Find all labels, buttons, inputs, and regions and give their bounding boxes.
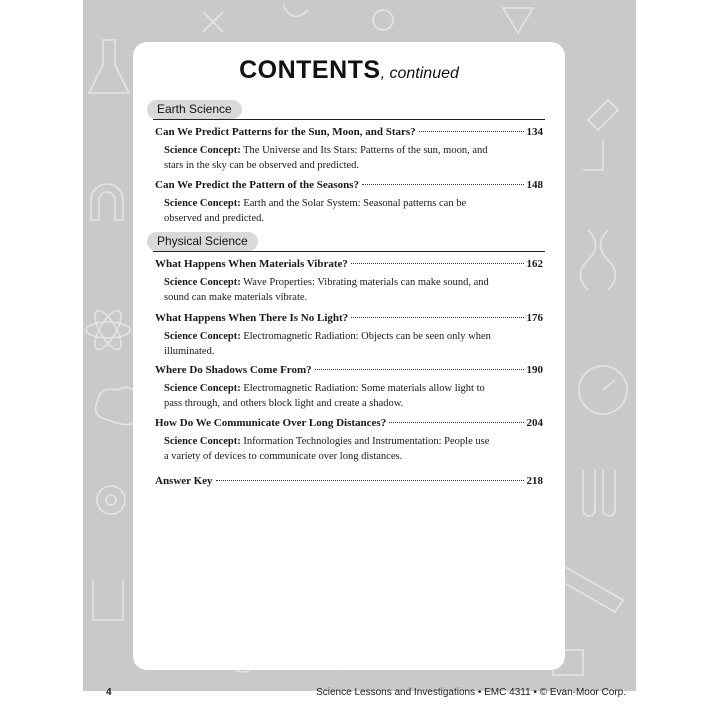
entry-title: Answer Key (155, 475, 213, 487)
concept-text: Information Technologies and Instrumentation: People use a variety of devices to communicate over long distances. (164, 436, 490, 462)
entry-title: Where Do Shadows Come From? (155, 364, 312, 376)
footer-page-number: 4 (106, 687, 112, 698)
toc-entry[interactable] (155, 125, 543, 173)
entry-page-number: 162 (526, 258, 543, 270)
title-suffix: , continued (380, 65, 459, 82)
entry-concept (164, 381, 494, 411)
dot-leader (389, 422, 523, 423)
contents-card (133, 42, 565, 670)
entry-page-number: 218 (526, 475, 543, 487)
page-title (133, 56, 565, 85)
entry-title: Can We Predict the Pattern of the Seasons? (155, 179, 359, 191)
toc-entry[interactable] (155, 257, 543, 305)
dot-leader (362, 184, 524, 185)
dot-leader (419, 131, 524, 132)
dot-leader (351, 317, 523, 318)
entry-concept (164, 434, 494, 464)
entry-concept (164, 143, 494, 173)
concept-text: Earth and the Solar System: Seasonal patterns can be observed and predicted. (164, 198, 467, 224)
toc-entry-answer-key[interactable] (155, 474, 543, 488)
dot-leader (216, 480, 524, 481)
entry-page-number: 190 (526, 364, 543, 376)
concept-label: Science Concept: (164, 145, 241, 156)
toc-entry[interactable] (155, 311, 543, 359)
entry-title: How Do We Communicate Over Long Distances? (155, 417, 387, 429)
section-rule (153, 119, 545, 120)
entry-title: What Happens When There Is No Light? (155, 312, 349, 324)
entry-page-number: 134 (526, 126, 543, 138)
page-footer (0, 683, 720, 703)
concept-text: Electromagnetic Radiation: Objects can be seen only when illuminated. (164, 331, 491, 357)
title-text: CONTENTS (239, 56, 381, 84)
toc-entry[interactable] (155, 416, 543, 464)
concept-label: Science Concept: (164, 383, 241, 394)
toc-entry[interactable] (155, 363, 543, 411)
concept-label: Science Concept: (164, 436, 241, 447)
dot-leader (315, 369, 524, 370)
entry-concept (164, 275, 494, 305)
entry-concept (164, 196, 494, 226)
concept-text: The Universe and Its Stars: Patterns of the sun, moon, and stars in the sky can be observed and predicted. (164, 145, 488, 171)
concept-text: Wave Properties: Vibrating materials can make sound, and sound can make materials vibrate. (164, 277, 489, 303)
concept-label: Science Concept: (164, 331, 241, 342)
concept-label: Science Concept: (164, 277, 241, 288)
entry-page-number: 176 (526, 312, 543, 324)
dot-leader (351, 263, 524, 264)
section-label-physical-science: Physical Science (147, 232, 258, 251)
entry-concept (164, 329, 494, 359)
section-rule (153, 251, 545, 252)
entry-page-number: 204 (526, 417, 543, 429)
concept-label: Science Concept: (164, 198, 241, 209)
entry-title: Can We Predict Patterns for the Sun, Moon, and Stars? (155, 126, 416, 138)
toc-entry[interactable] (155, 178, 543, 226)
footer-credit: Science Lessons and Investigations • EMC 4311 • © Evan-Moor Corp. (316, 687, 626, 698)
concept-text: Electromagnetic Radiation: Some materials allow light to pass through, and others block light and create a shadow. (164, 383, 485, 409)
section-label-earth-science: Earth Science (147, 100, 242, 119)
entry-title: What Happens When Materials Vibrate? (155, 258, 348, 270)
entry-page-number: 148 (526, 179, 543, 191)
